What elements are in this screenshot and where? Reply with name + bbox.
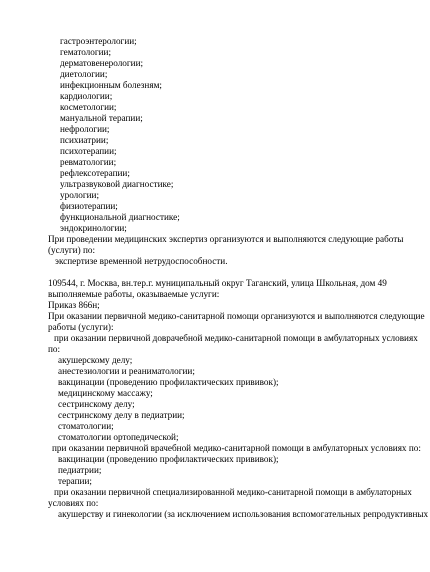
list-item: акушерству и гинекологии (за исключением использования вспомогательных репродуктивных <box>58 509 429 519</box>
list-item: физиотерапии; <box>60 201 118 211</box>
order-reference: Приказ 866н; <box>48 300 100 310</box>
list-item: педиатрии; <box>58 465 102 475</box>
list-item: медицинскому массажу; <box>58 388 153 398</box>
list-item: психотерапии; <box>60 146 117 156</box>
list-item: сестринскому делу в педиатрии; <box>58 410 185 420</box>
address-line: 109544, г. Москва, вн.тер.г. муниципальный округ Таганский, улица Школьная, дом 49 <box>48 278 387 288</box>
works-heading: выполняемые работы, оказываемые услуги: <box>48 289 220 299</box>
list-item: анестезиологии и реаниматологии; <box>58 366 195 376</box>
list-item: сестринскому делу; <box>58 399 135 409</box>
expertise-intro: При проведении медицинских экспертиз организуются и выполняются следующие работы <box>48 234 404 244</box>
list-item: акушерскому делу; <box>58 355 133 365</box>
expertise-intro-continued: (услуги) по: <box>48 245 96 255</box>
previsit-care-heading: при оказании первичной доврачебной медико-санитарной помощи в амбулаторных условиях <box>54 333 418 343</box>
list-item: вакцинации (проведению профилактических прививок); <box>58 377 279 387</box>
previsit-care-heading-continued: по: <box>48 344 61 354</box>
physician-care-heading: при оказании первичной врачебной медико-санитарной помощи в амбулаторных условиях по: <box>52 443 421 453</box>
primary-care-intro: При оказании первичной медико-санитарной помощи организуются и выполняются следующие <box>48 311 425 321</box>
list-item: гематологии; <box>60 47 112 57</box>
list-item: дерматовенерологии; <box>60 58 144 68</box>
specialized-care-heading-continued: условиях по: <box>48 498 99 508</box>
list-item: ультразвуковой диагностике; <box>60 179 174 189</box>
list-item: эндокринологии; <box>60 223 127 233</box>
list-item: терапии; <box>58 476 92 486</box>
list-item: рефлексотерапии; <box>60 168 130 178</box>
list-item: стоматологии ортопедической; <box>58 432 179 442</box>
primary-care-intro-continued: работы (услуги): <box>48 322 114 332</box>
list-item: урологии; <box>60 190 99 200</box>
list-item: гастроэнтерологии; <box>60 36 137 46</box>
list-item: вакцинации (проведению профилактических прививок); <box>58 454 279 464</box>
list-item: ревматологии; <box>60 157 117 167</box>
list-item: функциональной диагностике; <box>60 212 180 222</box>
list-item: кардиологии; <box>60 91 113 101</box>
list-item: мануальной терапии; <box>60 113 143 123</box>
specialized-care-heading: при оказании первичной специализированной медико-санитарной помощи в амбулаторных <box>54 487 412 497</box>
list-item: стоматологии; <box>58 421 114 431</box>
list-item: нефрологии; <box>60 124 110 134</box>
list-item: психиатрии; <box>60 135 109 145</box>
list-item: косметологии; <box>60 102 117 112</box>
list-item: инфекционным болезням; <box>60 80 162 90</box>
list-item: диетологии; <box>60 69 108 79</box>
expertise-item: экспертизе временной нетрудоспособности. <box>55 256 228 266</box>
